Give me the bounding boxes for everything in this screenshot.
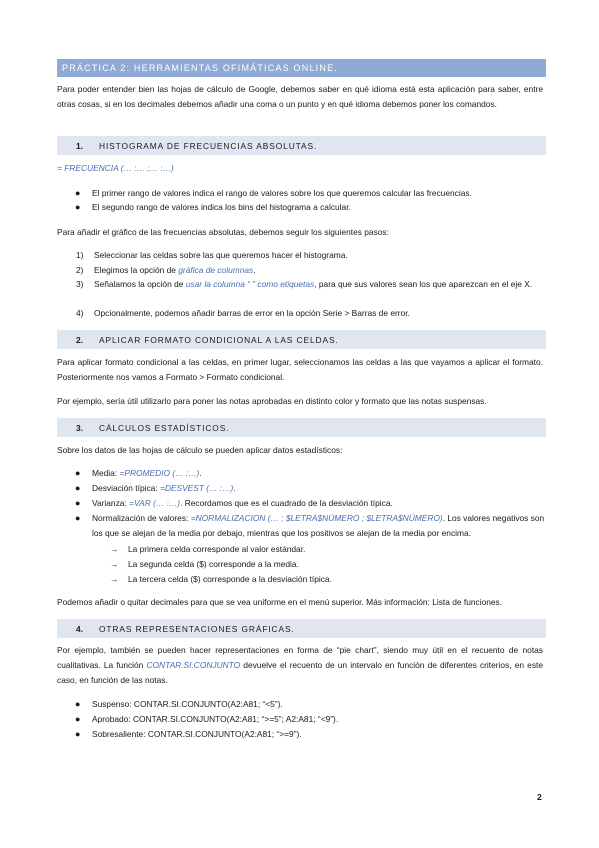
bullet-icon: ●	[75, 483, 81, 493]
list-item-text: Aprobado: CONTAR.SI.CONJUNTO(A2:A81; “>=5”; A2:A81; “<9”).	[92, 714, 339, 724]
sub-list-item-text: La tercera celda ($) corresponde a la desviación típica.	[128, 574, 332, 584]
stats-intro: Sobre los datos de las hojas de cálculo se pueden aplicar datos estadísticos:	[57, 445, 343, 455]
bullet-icon: ●	[75, 714, 81, 724]
list-item-text: Desviación típica: =DESVEST (… :…).	[92, 483, 236, 493]
section-4-header	[57, 619, 546, 638]
step-number: 2)	[76, 265, 84, 275]
section-4-number: 4.	[76, 624, 83, 634]
section-2-header	[57, 330, 546, 349]
step-number: 3)	[76, 279, 84, 289]
step-number: 4)	[76, 308, 84, 318]
list-item-text: El primer rango de valores indica el rango de valores sobre los que queremos calcular las frecuencias.	[92, 188, 472, 198]
stats-outro: Podemos añadir o quitar decimales para que se vea uniforme en el menú superior. Más información: Lista de funciones.	[57, 597, 503, 607]
page-number: 2	[537, 792, 542, 802]
bullet-icon: ●	[75, 468, 81, 478]
step-text: Opcionalmente, podemos añadir barras de error en la opción Serie > Barras de error.	[94, 308, 410, 318]
bullet-icon: ●	[75, 202, 81, 212]
step-text: Elegimos la opción de gráfica de columnas.	[94, 265, 256, 275]
bullet-icon: ●	[75, 699, 81, 709]
list-item-text: Sobresaliente: CONTAR.SI.CONJUNTO(A2:A81; “>=9”).	[92, 729, 302, 739]
section-3-number: 3.	[76, 423, 83, 433]
frecuencia-formula: = FRECUENCIA (… :… ;… :…)	[57, 163, 174, 173]
steps-intro: Para añadir el gráfico de las frecuencias absolutas, debemos seguir los siguientes pasos:	[57, 227, 389, 237]
conditional-format-paragraph: Para aplicar formato condicional a las celdas, en primer lugar, seleccionamos las celdas a las que vayamos a aplicar el formato. Posteriormente nos vamos a Formato > Formato condicional.	[57, 357, 543, 382]
bullet-icon: ●	[75, 729, 81, 739]
arrow-right-icon: →	[110, 559, 119, 569]
list-item-text: Media: =PROMEDIO (… :…).	[92, 468, 202, 478]
sub-list-item-text: La primera celda corresponde al valor estándar.	[128, 544, 306, 554]
section-1-title: HISTOGRAMA DE FRECUENCIAS ABSOLUTAS.	[99, 141, 318, 151]
list-item-text: Suspenso: CONTAR.SI.CONJUNTO(A2:A81; “<5”).	[92, 699, 283, 709]
section-2-number: 2.	[76, 335, 83, 345]
section-1-number: 1.	[76, 141, 83, 151]
practice-title-bar	[57, 59, 546, 77]
practice-title: PRÁCTICA 2: HERRAMIENTAS OFIMÁTICAS ONLINE.	[62, 63, 338, 73]
section-2-title: APLICAR FORMATO CONDICIONAL A LAS CELDAS.	[99, 335, 339, 345]
arrow-right-icon: →	[110, 544, 119, 554]
bullet-icon: ●	[75, 513, 81, 523]
section-3-header	[57, 418, 546, 437]
conditional-format-example: Por ejemplo, sería útil utilizarlo para poner las notas aprobadas en distinto color y formato que las notas suspensas.	[57, 396, 487, 406]
sub-list-item-text: La segunda celda ($) corresponde a la media.	[128, 559, 299, 569]
step-text: Seleccionar las celdas sobre las que queremos hacer el histograma.	[94, 250, 348, 260]
step-number: 1)	[76, 250, 84, 260]
intro-paragraph: Para poder entender bien las hojas de cálculo de Google, debemos saber en qué idioma está esta aplicación para saber, entre otras cosas, si en los decimales debemos añadir una coma o un punto y en qué idioma debemos poner los comandos.	[57, 84, 543, 109]
step-text: Señalamos la opción de usar la columna “ ” como etiquetas, para que sus valores sean los que aparezcan en el eje X.	[94, 279, 533, 289]
section-1-header	[57, 136, 546, 155]
list-item-text: El segundo rango de valores indica los bins del histograma a calcular.	[92, 202, 351, 212]
section-3-title: CÁLCULOS ESTADÍSTICOS.	[99, 423, 230, 433]
arrow-right-icon: →	[110, 574, 119, 584]
list-item-text: Varianza: =VAR (… :…). Recordamos que es el cuadrado de la desviación típica.	[92, 498, 393, 508]
bullet-icon: ●	[75, 498, 81, 508]
list-item-text: Normalización de valores: =NORMALIZACION (… ; $LETRA$NÚMERO ; $LETRA$NÚMERO). Los valores negativos son los que se alejan de la media por debajo, mientras que los positivos se alejan de la media por encima.	[92, 513, 545, 538]
bullet-icon: ●	[75, 188, 81, 198]
section-4-title: OTRAS REPRESENTACIONES GRÁFICAS.	[99, 624, 295, 634]
pie-chart-paragraph: Por ejemplo, también se pueden hacer representaciones en forma de “pie chart”, siendo muy útil en el recuento de notas cualitativas. La función CONTAR.SI.CONJUNTO devuelve el recuento de un intervalo en función de diferentes criterios, en este caso, en función de las notas.	[57, 645, 543, 685]
